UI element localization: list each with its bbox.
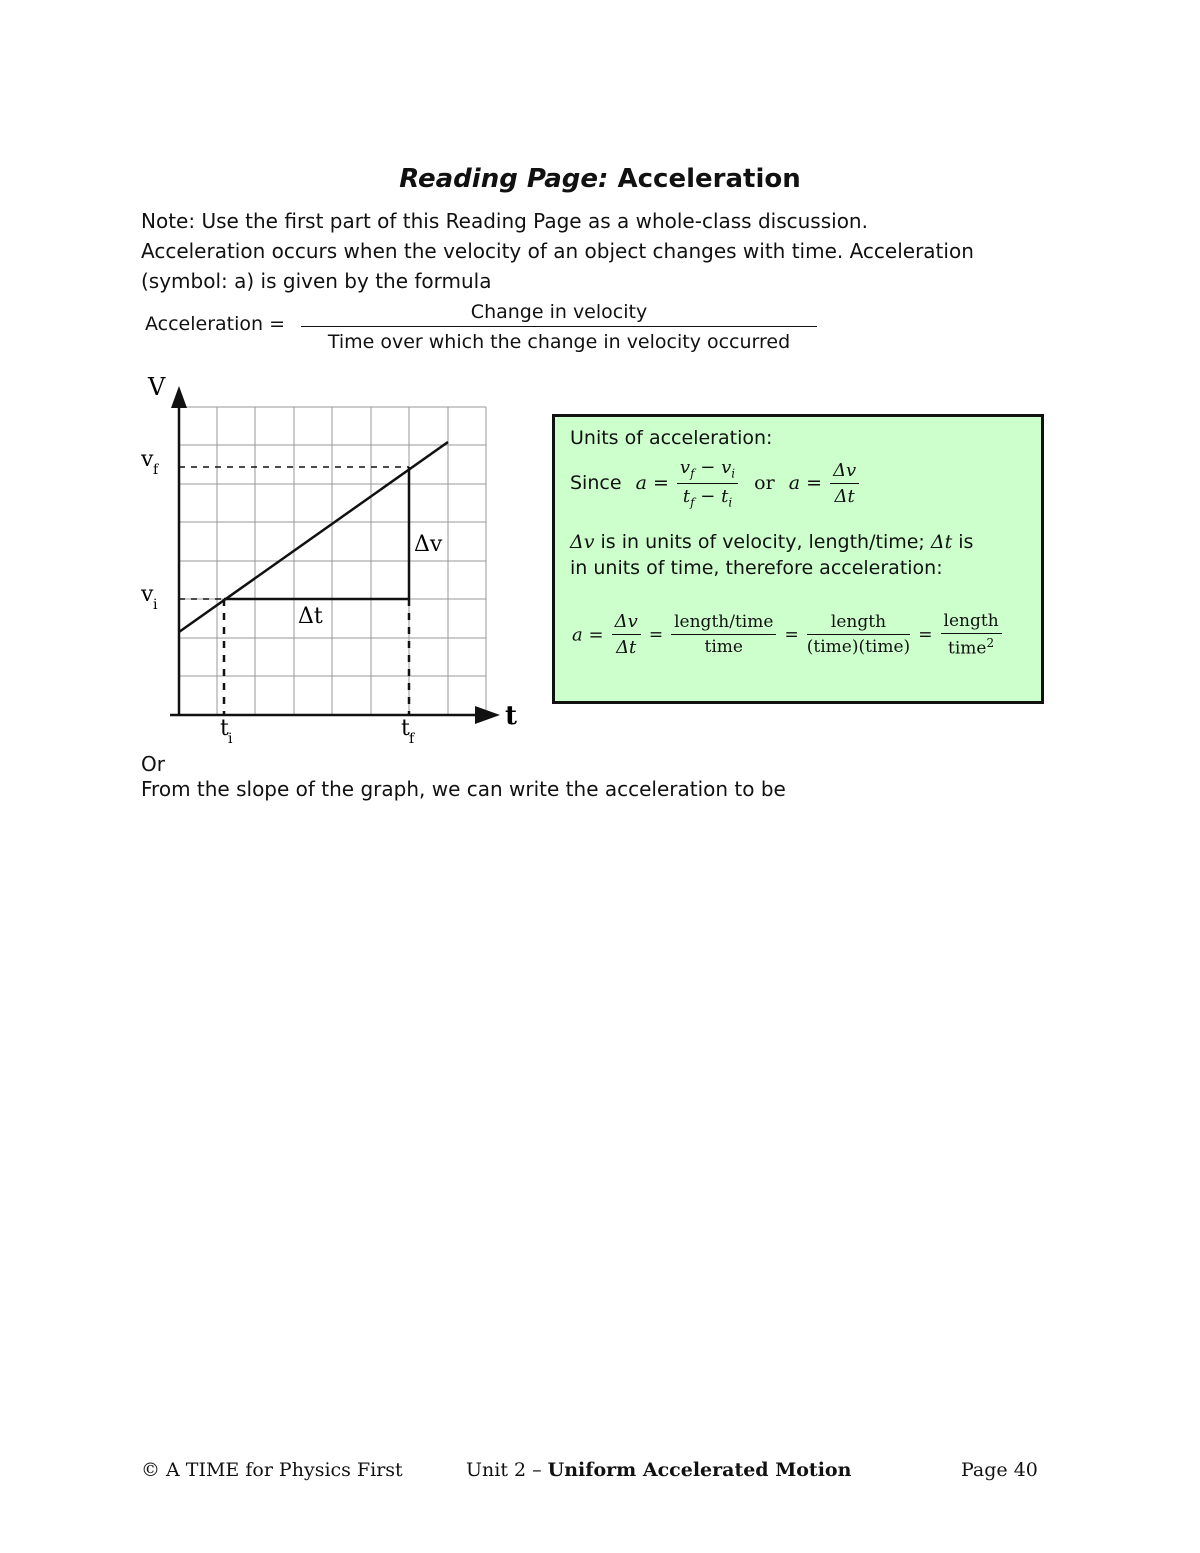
fraction-numerator: Δv	[830, 460, 859, 484]
fraction-denominator	[941, 634, 1002, 659]
title-italic: Reading Page:	[399, 164, 609, 194]
vf-label: v	[141, 447, 154, 472]
or-word: or	[754, 472, 775, 495]
vi-sub: i	[731, 466, 736, 481]
eq-a-equals: a =	[572, 624, 604, 646]
formula-fraction	[301, 298, 817, 357]
intro-line-1: Acceleration occurs when the velocity of an object changes with time. Acceleration	[141, 239, 974, 263]
since-text: Since	[570, 472, 622, 495]
fraction-denominator: Δt	[616, 637, 637, 659]
fraction-denominator	[677, 484, 738, 510]
ti-sub: i	[728, 495, 733, 510]
fraction-numerator: length/time	[671, 612, 776, 635]
note-text: Note: Use the first part of this Reading Page as a whole-class discussion.	[141, 209, 868, 233]
units-line-3: in units of time, therefore acceleration:	[570, 557, 943, 579]
minus-ti: − t	[694, 485, 729, 507]
tf-symbol: t	[682, 485, 691, 507]
delta-t-symbol: Δt	[930, 531, 953, 553]
eq-fraction-1	[612, 611, 641, 658]
formula-lhs: Acceleration =	[145, 313, 286, 335]
equals-sign-1: =	[648, 624, 664, 645]
grid	[179, 407, 486, 715]
footer-page-number: Page 40	[961, 1459, 1038, 1481]
or-text: Or	[141, 752, 165, 776]
page-title	[0, 164, 1200, 194]
a-equals: a =	[635, 472, 669, 495]
slope-text: From the slope of the graph, we can write the acceleration to be	[141, 777, 786, 801]
tf-label: t	[401, 716, 410, 741]
units-line-2-mid: is in units of velocity, length/time;	[594, 531, 931, 553]
delta-v-label: Δv	[414, 532, 443, 557]
y-axis-arrow	[171, 386, 187, 408]
vf-subscript: f	[153, 462, 159, 478]
vf-vi-over-tf-ti	[677, 457, 738, 509]
equals-sign-3: =	[918, 624, 933, 645]
delta-t-label: Δt	[298, 604, 323, 629]
footer-copyright: © A TIME for Physics First	[141, 1459, 403, 1481]
a-equals-2: a =	[788, 472, 823, 495]
vi-label: v	[141, 582, 154, 607]
y-axis-label: V	[148, 373, 166, 401]
footer-unit-prefix: Unit 2 –	[466, 1459, 548, 1481]
units-equation	[572, 611, 1004, 659]
velocity-time-graph	[138, 368, 528, 753]
squared-exponent: 2	[986, 636, 995, 650]
title-main: Acceleration	[617, 164, 801, 194]
eq-fraction-4	[941, 611, 1002, 659]
x-axis-arrow	[475, 706, 500, 724]
delta-v-symbol: Δv	[570, 531, 595, 553]
eq-fraction-3	[807, 612, 910, 657]
equals-sign-2: =	[784, 624, 799, 645]
footer-unit-title: Uniform Accelerated Motion	[547, 1459, 852, 1481]
ti-subscript: i	[228, 731, 233, 747]
vf-symbol: v	[679, 457, 691, 478]
units-line-2-end: is	[952, 531, 974, 553]
units-line-2	[570, 531, 973, 553]
ti-label: t	[220, 716, 229, 741]
fraction-denominator: Δt	[834, 485, 855, 507]
vi-subscript: i	[153, 597, 158, 613]
footer-unit	[466, 1459, 851, 1481]
fraction-denominator: (time)(time)	[806, 637, 911, 658]
formula-numerator: Change in velocity	[470, 301, 648, 323]
units-heading: Units of acceleration:	[570, 427, 773, 449]
formula-denominator: Time over which the change in velocity occurred	[327, 331, 791, 353]
fraction-denominator: time	[704, 637, 743, 658]
fraction-numerator: length	[807, 612, 910, 635]
x-axis-label: t	[505, 701, 518, 731]
time-word: time	[948, 638, 987, 659]
units-box	[552, 414, 1044, 704]
intro-line-2: (symbol: a) is given by the formula	[141, 269, 492, 293]
fraction-numerator	[677, 457, 738, 484]
tf-sub: f	[690, 495, 695, 510]
fraction-numerator: Δv	[612, 611, 641, 635]
fraction-numerator: length	[941, 611, 1002, 634]
vf-sub: f	[690, 466, 695, 481]
tf-subscript: f	[409, 731, 415, 747]
eq-fraction-2	[671, 612, 776, 657]
units-since-line	[570, 457, 861, 509]
minus-vi: − v	[694, 457, 732, 478]
delta-v-over-delta-t	[830, 460, 859, 507]
